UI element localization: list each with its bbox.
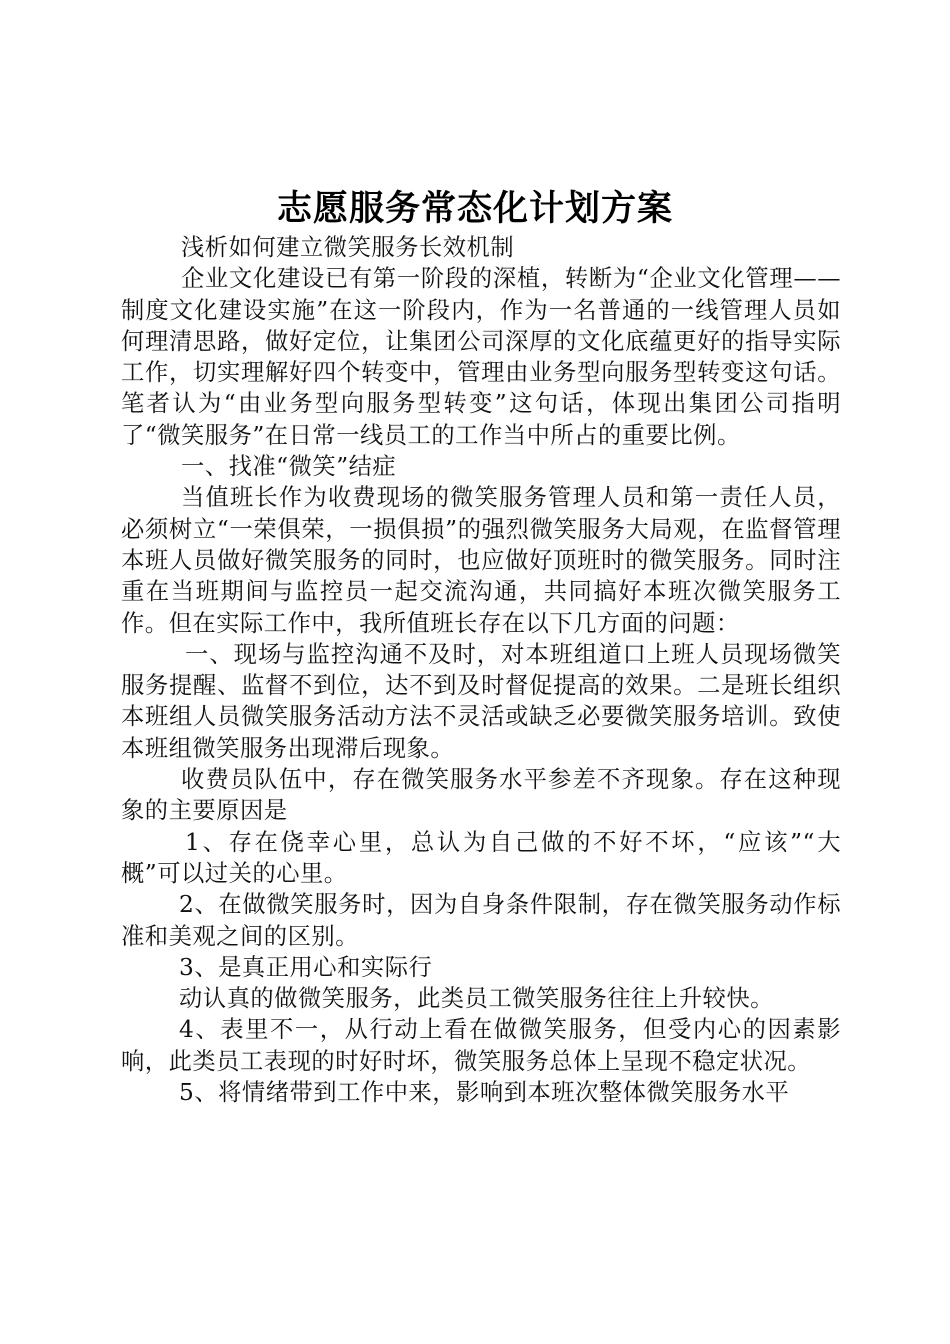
list-item-3-continued: 动认真的做微笑服务，此类员工微笑服务往往上升较快。 bbox=[179, 985, 774, 1013]
list-item-3: 3、是真正用心和实际行 bbox=[179, 953, 433, 981]
page-title: 志愿服务常态化计划方案 bbox=[276, 189, 673, 229]
list-item-5: 5、将情绪带到工作中来，影响到本班次整体微笑服务水平 bbox=[179, 1079, 790, 1107]
list-item-2: 2、在做微笑服务时，因为自身条件限制，存在微笑服务动作标准和美观之间的区别。 bbox=[121, 891, 841, 950]
paragraph-subtitle: 浅析如何建立微笑服务长效机制 bbox=[181, 234, 515, 261]
document-body bbox=[121, 232, 841, 1108]
section-heading-1: 一、找准“微笑”结症 bbox=[181, 453, 397, 481]
paragraph-toll-staff: 收费员队伍中，存在微笑服务水平参差不齐现象。存在这种现象的主要原因是 bbox=[121, 766, 841, 825]
list-item-4: 4、表里不一，从行动上看在做微笑服务，但受内心的因素影响，此类员工表现的时好时坏，微笑服务总体上呈现不稳定状况。 bbox=[121, 1016, 841, 1075]
paragraph-intro: 企业文化建设已有第一阶段的深植，转断为“企业文化管理——制度文化建设实施”在这一阶段内，作为一名普通的一线管理人员如何理清思路，做好定位，让集团公司深厚的文化底蕴更好的指导实际工作，切实理解好四个转变中，管理由业务型向服务型转变这句话。笔者认为“由业务型向服务型转变”这句话，体现出集团公司指明了“微笑服务”在日常一线员工的工作当中所占的重要比例。 bbox=[121, 265, 841, 449]
paragraph-problems: 一、现场与监控沟通不及时，对本班组道口上班人员现场微笑服务提醒、监督不到位，达不到及时督促提高的效果。二是班长组织本班组人员微笑服务活动方法不灵活或缺乏必要微笑服务培训。致使本班组微笑服务出现滞后现象。 bbox=[121, 640, 841, 762]
list-item-1: 1、存在侥幸心里，总认为自己做的不好不坏，“应该”“大概”可以过关的心里。 bbox=[121, 828, 841, 887]
paragraph-shift-leader: 当值班长作为收费现场的微笑服务管理人员和第一责任人员，必须树立“一荣俱荣，一损俱损”的强烈微笑服务大局观，在监督管理本班人员做好微笑服务的同时，也应做好顶班时的微笑服务。同时注重在当班期间与监控员一起交流沟通，共同搞好本班次微笑服务工作。但在实际工作中，我所值班长存在以下几方面的问题： bbox=[121, 484, 841, 637]
